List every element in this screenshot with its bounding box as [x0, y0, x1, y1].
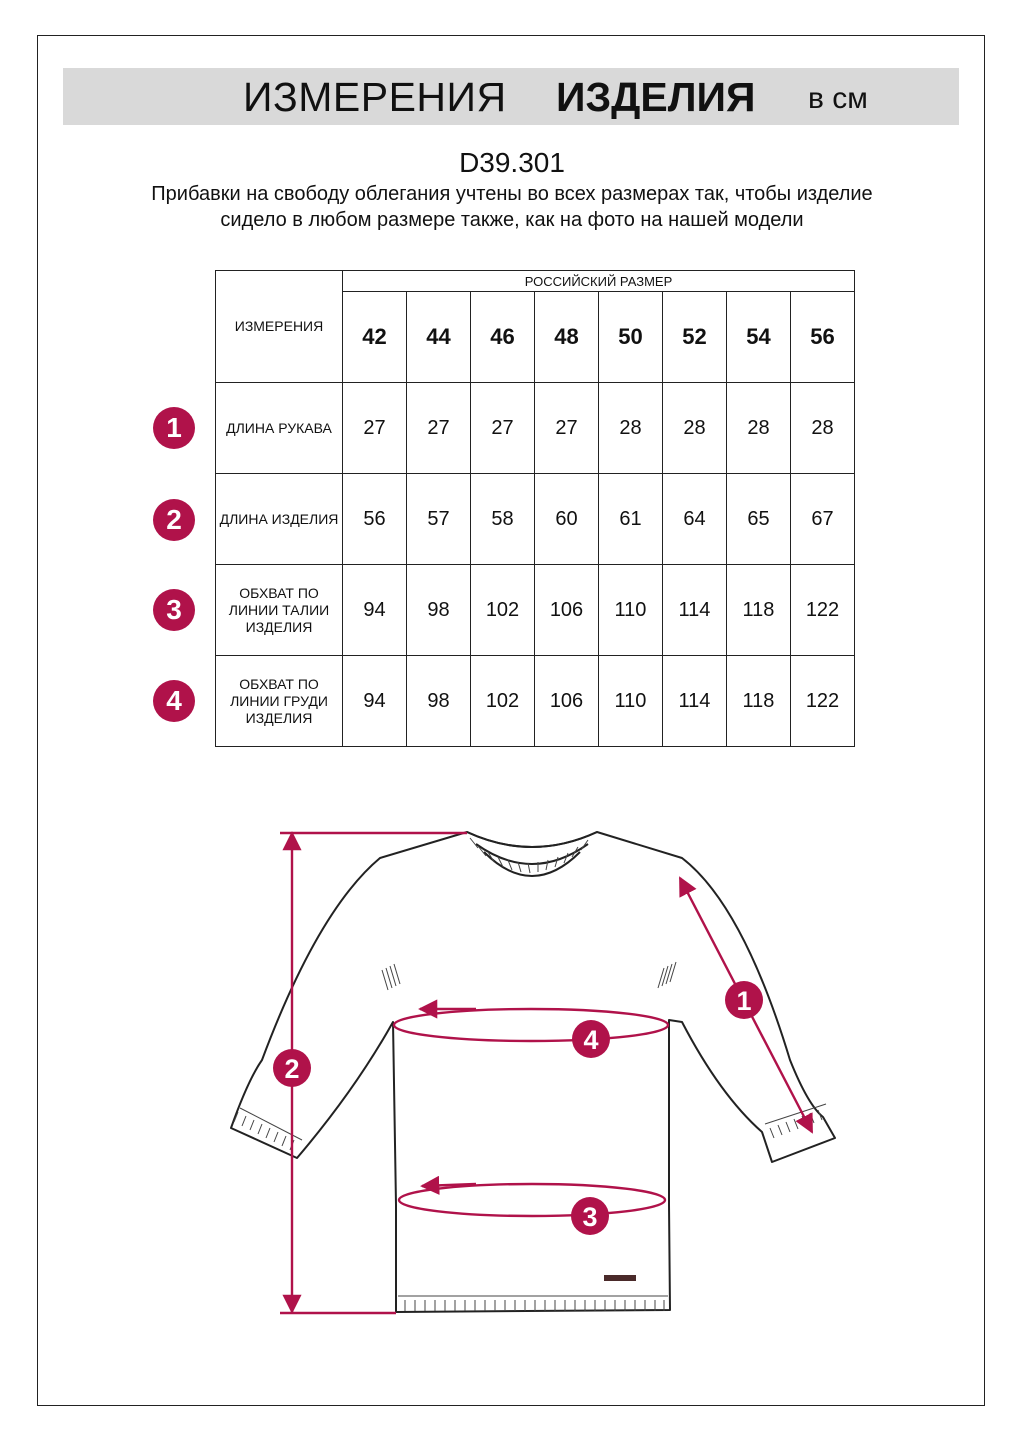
row-label: ДЛИНА ИЗДЕЛИЯ	[216, 474, 343, 565]
table-cell: 28	[599, 383, 663, 474]
table-cell: 122	[791, 656, 855, 747]
table-cell: 58	[471, 474, 535, 565]
size-caption: РОССИЙСКИЙ РАЗМЕР	[343, 271, 855, 292]
marker-length-label: 2	[284, 1054, 300, 1084]
size-header: 42	[343, 292, 407, 383]
table-cell: 65	[727, 474, 791, 565]
row-number-badge: 3	[153, 589, 195, 631]
table-cell: 27	[343, 383, 407, 474]
table-cell: 94	[343, 565, 407, 656]
table-cell: 57	[407, 474, 471, 565]
table-cell: 67	[791, 474, 855, 565]
brand-tag	[604, 1275, 636, 1281]
table-cell: 118	[727, 565, 791, 656]
size-header: 48	[535, 292, 599, 383]
marker-sleeve	[725, 981, 763, 1019]
table-cell: 28	[663, 383, 727, 474]
table-cell: 106	[535, 656, 599, 747]
table-cell: 114	[663, 656, 727, 747]
title-item: ИЗДЕЛИЯ	[556, 74, 756, 120]
row-number-badge: 2	[153, 499, 195, 541]
size-header: 54	[727, 292, 791, 383]
size-header: 56	[791, 292, 855, 383]
table-cell: 27	[535, 383, 599, 474]
marker-chest	[572, 1020, 610, 1058]
fit-note: Прибавки на свободу облегания учтены во всех размерах так, чтобы изделие сидело в любом размере также, как на фото на нашей модели	[151, 183, 873, 231]
table-cell: 94	[343, 656, 407, 747]
size-header: 46	[471, 292, 535, 383]
table-cell: 98	[407, 565, 471, 656]
table-cell: 27	[471, 383, 535, 474]
table-cell: 110	[599, 656, 663, 747]
table-cell: 118	[727, 656, 791, 747]
title-unit: в см	[808, 82, 868, 115]
row-label: ОБХВАТ ПО ЛИНИИ ГРУДИ ИЗДЕЛИЯ	[216, 656, 343, 747]
size-header: 50	[599, 292, 663, 383]
table-cell: 61	[599, 474, 663, 565]
table-cell: 27	[407, 383, 471, 474]
row-label: ОБХВАТ ПО ЛИНИИ ТАЛИИ ИЗДЕЛИЯ	[216, 565, 343, 656]
table-cell: 56	[343, 474, 407, 565]
table-cell: 114	[663, 565, 727, 656]
table-cell: 102	[471, 656, 535, 747]
table-cell: 28	[727, 383, 791, 474]
marker-sleeve-label: 1	[736, 986, 752, 1016]
table-cell: 28	[791, 383, 855, 474]
table-cell: 98	[407, 656, 471, 747]
size-header: 44	[407, 292, 471, 383]
row-label: ДЛИНА РУКАВА	[216, 383, 343, 474]
row-number-badge: 1	[153, 407, 195, 449]
size-header: 52	[663, 292, 727, 383]
marker-length	[273, 1049, 311, 1087]
marker-chest-label: 4	[583, 1025, 599, 1055]
table-corner-label: ИЗМЕРЕНИЯ	[216, 271, 343, 383]
table-cell: 110	[599, 565, 663, 656]
table-cell: 106	[535, 565, 599, 656]
table-cell: 64	[663, 474, 727, 565]
row-number-badge: 4	[153, 680, 195, 722]
marker-waist-label: 3	[582, 1202, 598, 1232]
table-cell: 102	[471, 565, 535, 656]
sweater-outline	[231, 832, 835, 1312]
table-cell: 60	[535, 474, 599, 565]
marker-waist	[571, 1197, 609, 1235]
title-measurements: ИЗМЕРЕНИЯ	[243, 74, 507, 120]
product-code: D39.301	[459, 147, 565, 178]
table-cell: 122	[791, 565, 855, 656]
